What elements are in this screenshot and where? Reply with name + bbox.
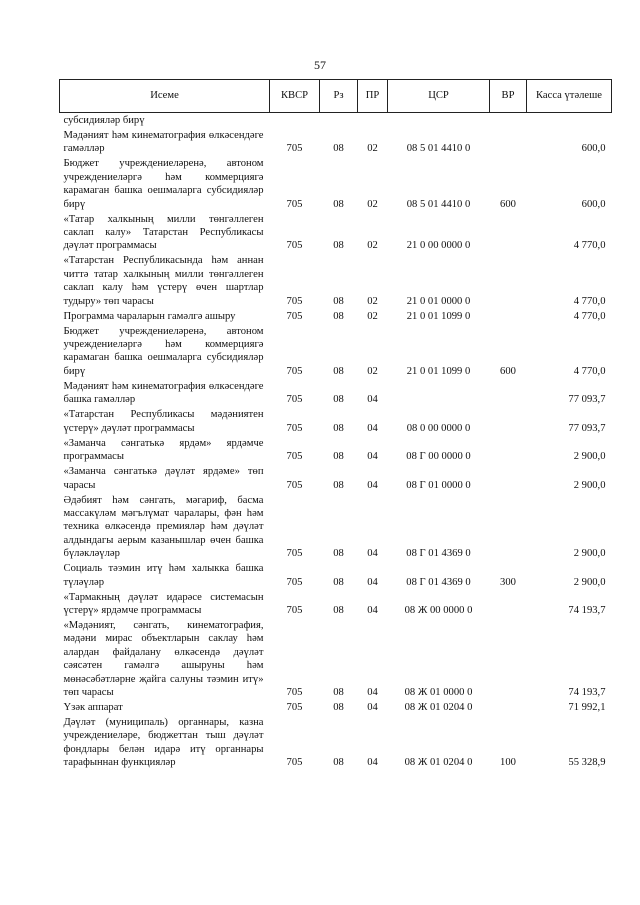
table-row — [60, 716, 612, 771]
row-pr: 04 — [367, 757, 378, 769]
table-row — [60, 113, 612, 130]
row-pr: 02 — [367, 240, 378, 252]
row-vr — [490, 380, 527, 408]
row-name: Мәдәният һәм кинематография өлкәсендәге башка гамәлләр — [63, 380, 264, 406]
row-kvsr: 705 — [286, 394, 303, 406]
header-csr: ЦСР — [388, 80, 490, 113]
row-name: «Тармакның дәүләт идарәсе системасын үстерү» ярдәмче программасы — [63, 591, 264, 616]
header-kvsr: КВСР — [270, 80, 320, 113]
table-row — [60, 254, 612, 309]
row-pr: 02 — [367, 295, 378, 307]
row-vr: 600 — [500, 198, 516, 210]
row-pr: 02 — [367, 310, 378, 322]
row-amount: 600,0 — [581, 143, 606, 155]
row-amount: 74 193,7 — [568, 604, 606, 616]
row-amount: 2 900,0 — [573, 451, 606, 463]
row-amount: 2 900,0 — [573, 548, 606, 560]
row-vr — [490, 465, 527, 493]
row-name: «Мәдәният, сәнгать, кинематография, мәдәни мирас объектларын саклау һәм алардан файдалану өлкәсендә дәүләт сәясәтен гамәлгә ашыруны һәм мөнәсәбәтләрне җайга салуны тәэмин итү» төп чарасы — [63, 619, 264, 698]
table-row — [60, 701, 612, 716]
table-body — [60, 113, 612, 772]
row-pr: 04 — [367, 701, 378, 713]
table-row — [60, 380, 612, 408]
row-csr: 21 0 00 0000 0 — [406, 240, 471, 252]
row-kvsr: 705 — [286, 422, 303, 434]
row-name: Программа чараларын гамәлгә ашыру — [63, 310, 236, 322]
row-name: «Заманча сәнгатькә дәүләт ярдәме» төп чарасы — [63, 466, 264, 491]
row-csr: 21 0 01 1099 0 — [406, 310, 471, 322]
row-csr: 08 0 00 0000 0 — [406, 422, 471, 434]
budget-table — [59, 79, 612, 771]
row-amount: 77 093,7 — [568, 422, 606, 434]
row-name: Бюджет учреждениеләренә, автоном учреждениеләргә һәм коммерциягә карамаган башка оешмаларга субсидияләр бирү — [63, 325, 264, 377]
row-pr — [358, 113, 388, 130]
row-rz: 08 — [333, 198, 344, 210]
page-number: 57 — [314, 58, 326, 72]
table-row — [60, 494, 612, 563]
table-row — [60, 562, 612, 590]
row-kvsr: 705 — [286, 198, 303, 210]
row-name: «Татарстан Республикасында һәм аннан читтә татар халкының милли төнгәллеген саклап калу һәм үстерү өчен шартлар тудыру» төп чарасы — [63, 255, 264, 307]
row-kvsr: 705 — [286, 548, 303, 560]
table-row — [60, 619, 612, 701]
row-amount: 71 992,1 — [568, 701, 606, 713]
row-vr: 600 — [500, 365, 516, 377]
row-csr: 21 0 01 0000 0 — [406, 295, 471, 307]
row-pr: 04 — [367, 548, 378, 560]
row-kvsr: 705 — [286, 295, 303, 307]
row-vr — [490, 591, 527, 619]
row-kvsr: 705 — [286, 479, 303, 491]
row-amount: 4 770,0 — [573, 240, 606, 252]
row-csr: 08 Г 00 0000 0 — [406, 451, 471, 463]
row-pr: 04 — [367, 576, 378, 588]
row-vr — [490, 437, 527, 465]
row-vr: 100 — [500, 757, 516, 769]
row-amount: 4 770,0 — [573, 310, 606, 322]
row-pr: 04 — [367, 422, 378, 434]
row-pr: 02 — [367, 198, 378, 210]
header-name: Исеме — [60, 80, 270, 113]
row-kvsr: 705 — [286, 686, 303, 698]
row-kvsr: 705 — [286, 604, 303, 616]
row-vr — [490, 310, 527, 325]
row-rz: 08 — [333, 686, 344, 698]
row-csr: 08 Ж 01 0204 0 — [404, 701, 473, 713]
row-vr — [490, 494, 527, 563]
row-pr: 04 — [367, 604, 378, 616]
table-row — [60, 465, 612, 493]
row-kvsr: 705 — [286, 143, 303, 155]
row-name: Бюджет учреждениеләренә, автоном учреждениеләргә һәм коммерциягә карамаган башка оешмаларга субсидияләр бирү — [63, 158, 264, 210]
row-rz: 08 — [333, 548, 344, 560]
row-rz: 08 — [333, 365, 344, 377]
row-vr: 300 — [500, 576, 516, 588]
row-name: «Татар халкының милли төнгәллеген саклап калу» Татарстан Республикасы дәүләт программасы — [63, 213, 264, 252]
row-pr: 02 — [367, 365, 378, 377]
row-kvsr: 705 — [286, 365, 303, 377]
row-rz: 08 — [333, 757, 344, 769]
row-vr — [490, 254, 527, 309]
row-rz: 08 — [333, 143, 344, 155]
row-name: Дәүләт (муниципаль) органнары, казна учреждениеләре, бюджеттан тыш дәүләт фондлары белән идарә итү органнары тарафыннан функцияләр — [63, 716, 264, 769]
row-amount: 77 093,7 — [568, 394, 606, 406]
row-vr — [490, 213, 527, 255]
row-name: «Заманча сәнгатькә ярдәм» ярдәмче программасы — [63, 437, 264, 463]
header-amount: Касса үтәлеше — [527, 80, 612, 113]
row-kvsr — [270, 113, 320, 130]
row-amount: 4 770,0 — [573, 295, 606, 307]
row-kvsr: 705 — [286, 240, 303, 252]
table-row — [60, 157, 612, 212]
row-kvsr: 705 — [286, 576, 303, 588]
row-csr — [388, 113, 490, 130]
row-kvsr: 705 — [286, 451, 303, 463]
table-row — [60, 325, 612, 380]
row-csr: 08 Ж 01 0204 0 — [404, 757, 473, 769]
row-rz: 08 — [333, 310, 344, 322]
row-pr: 04 — [367, 451, 378, 463]
table-row — [60, 591, 612, 619]
row-amount: 2 900,0 — [573, 576, 606, 588]
table-row — [60, 213, 612, 255]
header-vr: ВР — [490, 80, 527, 113]
row-kvsr: 705 — [286, 701, 303, 713]
row-rz: 08 — [333, 295, 344, 307]
table-row — [60, 408, 612, 436]
row-rz: 08 — [333, 422, 344, 434]
row-amount: 4 770,0 — [573, 365, 606, 377]
row-name: Мәдәният һәм кинематография өлкәсендәге гамәлләр — [63, 130, 264, 155]
row-vr — [490, 701, 527, 716]
row-name: «Татарстан Республикасы мәдәниятен үстерү» дәүләт программасы — [63, 409, 264, 434]
header-pr: ПР — [358, 80, 388, 113]
row-name: Үзәк аппарат — [63, 701, 123, 713]
row-pr: 04 — [367, 394, 378, 406]
row-amount — [527, 113, 612, 130]
row-csr: 08 Ж 01 0000 0 — [404, 686, 473, 698]
row-kvsr: 705 — [286, 757, 303, 769]
row-csr: 08 Ж 00 0000 0 — [404, 604, 473, 616]
row-rz: 08 — [333, 701, 344, 713]
row-rz: 08 — [333, 479, 344, 491]
row-rz: 08 — [333, 576, 344, 588]
row-kvsr: 705 — [286, 310, 303, 322]
row-vr — [490, 113, 527, 130]
row-rz — [320, 113, 358, 130]
row-rz: 08 — [333, 604, 344, 616]
row-pr: 04 — [367, 479, 378, 491]
row-amount: 74 193,7 — [568, 686, 606, 698]
row-vr — [490, 129, 527, 157]
row-vr — [490, 408, 527, 436]
header-rz: Рз — [320, 80, 358, 113]
row-csr: 08 Г 01 4369 0 — [406, 548, 471, 560]
row-name: субсидияләр бирү — [63, 115, 145, 126]
row-csr: 08 5 01 4410 0 — [406, 198, 471, 210]
row-amount: 600,0 — [581, 198, 606, 210]
row-name: Социаль тәэмин итү һәм халыкка башка түләүләр — [63, 563, 264, 588]
row-csr: 08 5 01 4410 0 — [406, 143, 471, 155]
row-csr — [388, 380, 490, 408]
table-row — [60, 310, 612, 325]
row-csr: 08 Г 01 4369 0 — [406, 576, 471, 588]
row-name: Әдәбият һәм сәнгать, мәгариф, басма массакүләм мәгълүмат чаралары, фән һәм техника өлкәсендә премияләр һәм дәүләт алдындагы аерым казанышлар өчен башка бүләкләүләр — [63, 494, 264, 560]
table-row — [60, 129, 612, 157]
row-pr: 04 — [367, 686, 378, 698]
row-pr: 02 — [367, 143, 378, 155]
table-row — [60, 437, 612, 465]
table-header-row — [60, 80, 612, 113]
row-csr: 21 0 01 1099 0 — [406, 365, 471, 377]
row-rz: 08 — [333, 394, 344, 406]
row-amount: 2 900,0 — [573, 479, 606, 491]
row-vr — [490, 619, 527, 701]
row-rz: 08 — [333, 240, 344, 252]
row-csr: 08 Г 01 0000 0 — [406, 479, 471, 491]
row-amount: 55 328,9 — [568, 757, 606, 769]
row-rz: 08 — [333, 451, 344, 463]
